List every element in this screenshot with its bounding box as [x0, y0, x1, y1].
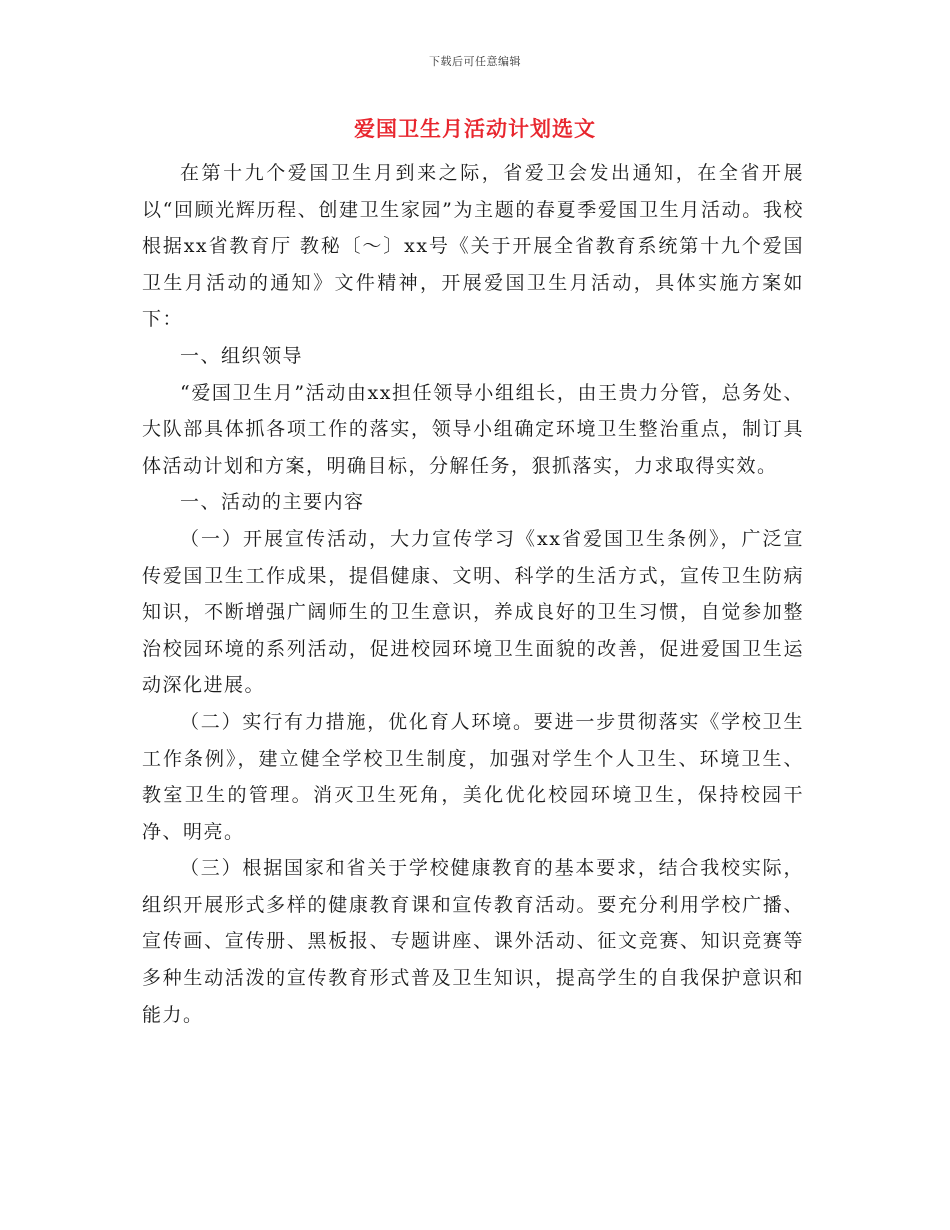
section-heading-activities: 一、活动的主要内容 — [180, 491, 365, 514]
activity-item-1: （一）开展宣传活动，大力宣传学习《xx省爱国卫生条例》，广泛宣传爱国卫生工作成果，提倡健康、文明、科学的生活方式，宣传卫生防病知识，不断增强广阔师生的卫生意识，养成良好的卫生习惯，自觉参加整治校园环境的系列活动，促进校园环境卫生面貌的改善，促进爱国卫生运动深化进展。 — [142, 527, 804, 697]
document-title: 爱国卫生月活动计划选文 — [354, 116, 596, 141]
organization-paragraph: “爱国卫生月”活动由xx担任领导小组组长，由王贵力分管，总务处、大队部具体抓各项工作的落实，领导小组确定环境卫生整治重点，制订具体活动计划和方案，明确目标，分解任务，狠抓落实，力求取得实效。 — [142, 381, 804, 477]
document-body — [142, 155, 804, 1033]
section-heading-organization: 一、组织领导 — [180, 344, 304, 367]
header-note: 下载后可任意编辑 — [429, 55, 521, 68]
intro-paragraph: 在第十九个爱国卫生月到来之际，省爱卫会发出通知，在全省开展以“回顾光辉历程、创建卫生家园”为主题的春夏季爱国卫生月活动。我校根据xx省教育厅 教秘〔～〕xx号《关于开展全省教育系统第十九个爱国卫生月活动的通知》文件精神，开展爱国卫生月活动，具体实施方案如下： — [142, 162, 804, 331]
activity-item-2: （二）实行有力措施，优化育人环境。要进一步贯彻落实《学校卫生工作条例》，建立健全学校卫生制度，加强对学生个人卫生、环境卫生、教室卫生的管理。消灭卫生死角，美化优化校园环境卫生，保持校园干净、明亮。 — [142, 710, 804, 843]
activity-item-3: （三）根据国家和省关于学校健康教育的基本要求，结合我校实际，组织开展形式多样的健康教育课和宣传教育活动。要充分利用学校广播、宣传画、宣传册、黑板报、专题讲座、课外活动、征文竞赛、知识竞赛等多种生动活泼的宣传教育形式普及卫生知识，提高学生的自我保护意识和能力。 — [142, 857, 804, 1026]
